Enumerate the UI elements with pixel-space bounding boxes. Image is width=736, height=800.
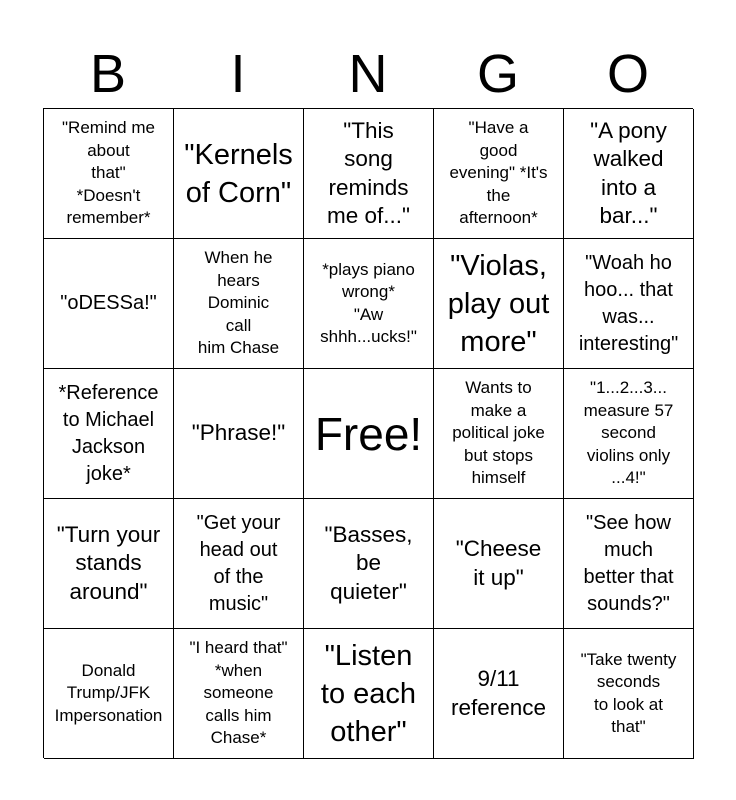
bingo-cell[interactable]: [304, 109, 434, 239]
header-letter-o: O: [606, 44, 649, 104]
bingo-cell[interactable]: [434, 109, 564, 239]
cell-text: "Remind me about that" *Doesn't remember*: [62, 118, 155, 228]
bingo-cell[interactable]: [304, 629, 434, 759]
cell-text: "Kernels of Corn": [184, 138, 293, 209]
bingo-cell[interactable]: [174, 369, 304, 499]
bingo-cell[interactable]: [434, 629, 564, 759]
bingo-cell[interactable]: [304, 239, 434, 369]
bingo-cell[interactable]: [174, 629, 304, 759]
bingo-cell[interactable]: [44, 369, 174, 499]
bingo-cell[interactable]: [44, 109, 174, 239]
bingo-cell[interactable]: [564, 369, 694, 499]
bingo-cell[interactable]: [44, 499, 174, 629]
bingo-header: [43, 40, 693, 108]
cell-text: "Violas, play out more": [447, 249, 550, 358]
header-letter-g: G: [476, 44, 519, 104]
cell-text: "Listen to each other": [320, 639, 417, 748]
cell-text: "See how much better that sounds?": [583, 511, 674, 615]
bingo-cell[interactable]: [564, 499, 694, 629]
bingo-board: [43, 108, 693, 758]
cell-text: *plays piano wrong* "Aw shhh...ucks!": [320, 259, 417, 346]
free-space-cell[interactable]: [304, 369, 434, 499]
header-letter-b: B: [89, 44, 127, 104]
cell-text: "Basses, be quieter": [324, 521, 413, 604]
bingo-cell[interactable]: [174, 109, 304, 239]
cell-text: Wants to make a political joke but stops himself: [452, 378, 545, 488]
cell-text: 9/11 reference: [450, 666, 547, 720]
bingo-cell[interactable]: [174, 499, 304, 629]
cell-text: "I heard that" *when someone calls him Chase*: [189, 638, 288, 748]
cell-text: "A pony walked into a bar...": [590, 117, 667, 228]
bingo-cell[interactable]: [434, 499, 564, 629]
cell-text: *Reference to Michael Jackson joke*: [58, 381, 159, 485]
bingo-cell[interactable]: [434, 239, 564, 369]
cell-text: "Turn your stands around": [56, 521, 161, 604]
cell-text: "Take twenty seconds to look at that": [580, 649, 677, 736]
free-space-text: Free!: [314, 407, 423, 460]
cell-text: When he hears Dominic call him Chase: [197, 248, 280, 358]
cell-text: "Phrase!": [191, 420, 286, 446]
bingo-cell[interactable]: [44, 629, 174, 759]
cell-text: "Woah ho hoo... that was... interesting": [578, 251, 679, 355]
bingo-cell[interactable]: [434, 369, 564, 499]
bingo-cell[interactable]: [304, 499, 434, 629]
cell-text: "Get your head out of the music": [196, 511, 281, 615]
cell-text: "Cheese it up": [455, 536, 542, 590]
cell-text: "Have a good evening" *It's the afternoon*: [449, 118, 548, 228]
bingo-cell[interactable]: [564, 239, 694, 369]
bingo-cell[interactable]: [564, 629, 694, 759]
header-letter-n: N: [348, 44, 388, 104]
cell-text: "oDESSa!": [60, 292, 157, 314]
bingo-cell[interactable]: [564, 109, 694, 239]
cell-text: "This song reminds me of...": [326, 117, 410, 228]
cell-text: Donald Trump/JFK Impersonation: [54, 660, 163, 725]
header-letter-i: I: [230, 44, 246, 104]
bingo-cell[interactable]: [174, 239, 304, 369]
bingo-cell[interactable]: [44, 239, 174, 369]
cell-text: "1...2...3... measure 57 second violins only ...4!": [583, 378, 674, 488]
